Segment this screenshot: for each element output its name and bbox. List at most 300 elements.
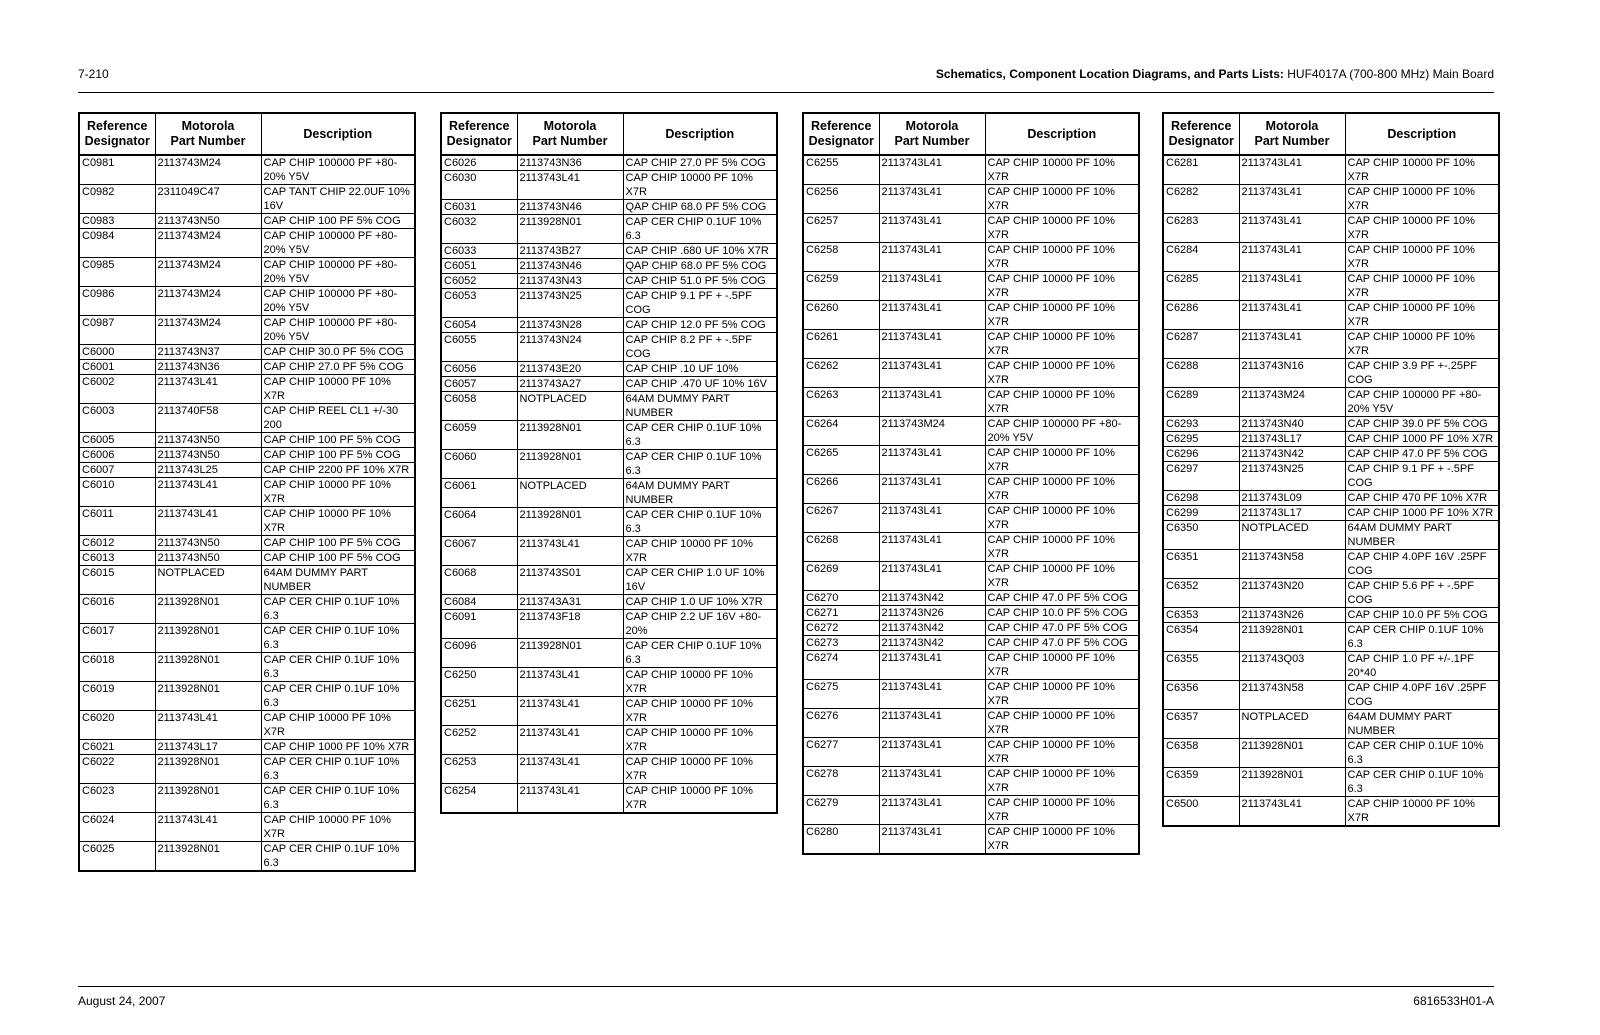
description-cell: CAP CHIP 8.2 PF + -.5PF COG <box>623 333 777 362</box>
ref-designator-cell: C6351 <box>1163 550 1239 579</box>
part-number-cell: 2113743L41 <box>879 185 985 214</box>
ref-designator-cell: C6352 <box>1163 579 1239 608</box>
part-number-cell: 2113743L41 <box>879 388 985 417</box>
table-row <box>803 155 1139 185</box>
table-row <box>441 697 777 726</box>
part-number-cell: 2113928N01 <box>155 842 261 872</box>
part-number-header-label: Motorola <box>1265 119 1319 133</box>
part-number-cell: 2113743L17 <box>1239 506 1345 521</box>
description-cell: 64AM DUMMY PART NUMBER <box>1345 710 1499 739</box>
table-row <box>79 258 415 287</box>
ref-designator-cell: C6017 <box>79 624 155 653</box>
description-cell: CAP CHIP 10000 PF 10% X7R <box>1345 214 1499 243</box>
description-cell: CAP CHIP 100000 PF +80-20% Y5V <box>261 316 415 345</box>
description-cell: CAP CHIP 4.0PF 16V .25PF COG <box>1345 681 1499 710</box>
table-row <box>1163 623 1499 652</box>
description-cell: CAP CHIP 100 PF 5% COG <box>261 214 415 229</box>
part-number-cell: 2113743N42 <box>879 636 985 651</box>
part-number-cell: 2113743L41 <box>879 272 985 301</box>
part-number-header <box>879 113 985 155</box>
ref-designator-cell: C6020 <box>79 711 155 740</box>
ref-designator-cell: C6024 <box>79 813 155 842</box>
ref-designator-cell: C6252 <box>441 726 517 755</box>
description-cell: QAP CHIP 68.0 PF 5% COG <box>623 259 777 274</box>
table-row <box>79 551 415 566</box>
part-number-cell: 2113928N01 <box>517 215 623 244</box>
description-cell: CAP CHIP 10000 PF 10% X7R <box>1345 301 1499 330</box>
ref-designator-cell: C6256 <box>803 185 879 214</box>
description-cell: CAP CHIP 10000 PF 10% X7R <box>623 668 777 697</box>
description-cell: CAP CHIP 100000 PF +80-20% Y5V <box>261 258 415 287</box>
description-cell: CAP CHIP 10000 PF 10% X7R <box>985 388 1139 417</box>
part-number-cell: 2113743N50 <box>155 536 261 551</box>
part-number-cell: 2113743L41 <box>517 668 623 697</box>
description-cell: 64AM DUMMY PART NUMBER <box>1345 521 1499 550</box>
table-row <box>79 185 415 214</box>
parts-table <box>78 112 416 872</box>
ref-designator-cell: C6288 <box>1163 359 1239 388</box>
parts-table <box>1162 112 1500 827</box>
part-number-cell: 2113743M24 <box>155 258 261 287</box>
table-row <box>79 345 415 360</box>
table-row <box>441 215 777 244</box>
ref-designator-cell: C6068 <box>441 566 517 595</box>
ref-designator-cell: C6280 <box>803 825 879 855</box>
part-number-cell: 2113928N01 <box>155 595 261 624</box>
description-cell: CAP CHIP 47.0 PF 5% COG <box>985 621 1139 636</box>
ref-designator-cell: C6353 <box>1163 608 1239 623</box>
ref-designator-cell: C6350 <box>1163 521 1239 550</box>
ref-designator-cell: C6298 <box>1163 491 1239 506</box>
part-number-cell: 2113743M24 <box>155 316 261 345</box>
ref-designator-cell: C6058 <box>441 392 517 421</box>
ref-designator-cell: C6266 <box>803 475 879 504</box>
part-number-cell: NOTPLACED <box>1239 710 1345 739</box>
table-row <box>441 421 777 450</box>
table-row <box>1163 521 1499 550</box>
description-cell: CAP CHIP 10000 PF 10% X7R <box>985 301 1139 330</box>
description-cell: CAP CHIP 27.0 PF 5% COG <box>623 155 777 171</box>
ref-designator-cell: C6010 <box>79 478 155 507</box>
description-cell: CAP CHIP 51.0 PF 5% COG <box>623 274 777 289</box>
part-number-cell: 2113743L41 <box>879 301 985 330</box>
table-row <box>441 595 777 610</box>
part-number-cell: 2113743L41 <box>517 697 623 726</box>
table-row <box>803 330 1139 359</box>
part-number-cell: 2113743N36 <box>517 155 623 171</box>
ref-designator-header-label: Reference <box>811 119 872 133</box>
page-number: 7-210 <box>78 67 109 81</box>
table-row <box>441 318 777 333</box>
ref-designator-cell: C6296 <box>1163 447 1239 462</box>
part-number-cell: 2113743N28 <box>517 318 623 333</box>
description-cell: 64AM DUMMY PART NUMBER <box>623 479 777 508</box>
part-number-cell: 2113743N20 <box>1239 579 1345 608</box>
ref-designator-cell: C6270 <box>803 591 879 606</box>
part-number-cell: 2113743M24 <box>155 229 261 258</box>
description-header <box>1345 113 1499 155</box>
ref-designator-cell: C6285 <box>1163 272 1239 301</box>
part-number-header <box>1239 113 1345 155</box>
table-row <box>441 726 777 755</box>
ref-designator-cell: C6251 <box>441 697 517 726</box>
table-header-row <box>1163 113 1499 155</box>
description-cell: CAP CHIP 4.0PF 16V .25PF COG <box>1345 550 1499 579</box>
part-number-cell: 2113743L41 <box>517 784 623 814</box>
ref-designator-cell: C6276 <box>803 709 879 738</box>
table-row <box>1163 214 1499 243</box>
ref-designator-cell: C6016 <box>79 595 155 624</box>
description-cell: CAP CHIP 470 PF 10% X7R <box>1345 491 1499 506</box>
table-row <box>79 287 415 316</box>
description-cell: CAP CHIP 100 PF 5% COG <box>261 536 415 551</box>
part-number-cell: 2113743L41 <box>879 504 985 533</box>
description-cell: CAP CHIP 10000 PF 10% X7R <box>985 738 1139 767</box>
ref-designator-cell: C6032 <box>441 215 517 244</box>
description-cell: CAP CHIP 10000 PF 10% X7R <box>985 359 1139 388</box>
description-cell: CAP CHIP 10000 PF 10% X7R <box>623 726 777 755</box>
ref-designator-cell: C6055 <box>441 333 517 362</box>
description-cell: CAP CHIP 10000 PF 10% X7R <box>1345 155 1499 185</box>
description-cell: CAP CER CHIP 0.1UF 10% 6.3 <box>261 842 415 872</box>
ref-designator-cell: C6272 <box>803 621 879 636</box>
ref-designator-cell: C6253 <box>441 755 517 784</box>
ref-designator-header-label: Designator <box>446 134 512 148</box>
part-number-cell: 2113743L41 <box>879 475 985 504</box>
description-cell: CAP CHIP 2200 PF 10% X7R <box>261 463 415 478</box>
part-number-cell: 2113743L17 <box>1239 432 1345 447</box>
ref-designator-cell: C6268 <box>803 533 879 562</box>
table-row <box>803 388 1139 417</box>
table-row <box>803 446 1139 475</box>
ref-designator-cell: C6051 <box>441 259 517 274</box>
ref-designator-cell: C6264 <box>803 417 879 446</box>
description-cell: CAP CER CHIP 0.1UF 10% 6.3 <box>623 421 777 450</box>
description-cell: CAP CHIP 10000 PF 10% X7R <box>623 171 777 200</box>
ref-designator-header-label: Reference <box>449 119 510 133</box>
ref-designator-cell: C6059 <box>441 421 517 450</box>
table-row <box>79 624 415 653</box>
ref-designator-cell: C0983 <box>79 214 155 229</box>
ref-designator-cell: C6021 <box>79 740 155 755</box>
table-row <box>1163 768 1499 797</box>
description-header-label: Description <box>1387 126 1457 141</box>
table-row <box>79 682 415 711</box>
part-number-cell: 2113743L41 <box>1239 330 1345 359</box>
table-row <box>441 377 777 392</box>
part-number-cell: 2113743L25 <box>155 463 261 478</box>
table-row <box>1163 550 1499 579</box>
part-number-cell: 2113743L41 <box>1239 272 1345 301</box>
description-cell: CAP CER CHIP 0.1UF 10% 6.3 <box>623 215 777 244</box>
ref-designator-cell: C6031 <box>441 200 517 215</box>
ref-designator-cell: C6026 <box>441 155 517 171</box>
ref-designator-cell: C6279 <box>803 796 879 825</box>
ref-designator-cell: C6357 <box>1163 710 1239 739</box>
description-cell: CAP CHIP 100000 PF +80-20% Y5V <box>261 229 415 258</box>
ref-designator-header-label: Reference <box>87 119 148 133</box>
part-number-cell: 2113743N42 <box>1239 447 1345 462</box>
part-number-cell: 2113743E20 <box>517 362 623 377</box>
part-number-cell: 2113743L41 <box>879 680 985 709</box>
table-row <box>79 214 415 229</box>
ref-designator-cell: C6056 <box>441 362 517 377</box>
part-number-cell: 2113743L41 <box>879 214 985 243</box>
part-number-cell: 2113743L41 <box>155 507 261 536</box>
part-number-cell: 2113928N01 <box>517 639 623 668</box>
table-row <box>1163 155 1499 185</box>
table-row <box>1163 447 1499 462</box>
ref-designator-header-label: Designator <box>1168 134 1234 148</box>
ref-designator-cell: C0987 <box>79 316 155 345</box>
ref-designator-cell: C0982 <box>79 185 155 214</box>
description-cell: CAP CHIP 100000 PF +80-20% Y5V <box>1345 388 1499 417</box>
ref-designator-cell: C6274 <box>803 651 879 680</box>
part-number-cell: 2113743L41 <box>517 755 623 784</box>
ref-designator-cell: C6250 <box>441 668 517 697</box>
description-cell: CAP CHIP 10000 PF 10% X7R <box>985 796 1139 825</box>
table-row <box>803 301 1139 330</box>
part-number-cell: NOTPLACED <box>1239 521 1345 550</box>
part-number-cell: NOTPLACED <box>155 566 261 595</box>
description-cell: CAP CHIP 10000 PF 10% X7R <box>261 375 415 404</box>
ref-designator-cell: C6295 <box>1163 432 1239 447</box>
part-number-cell: 2113743M24 <box>879 417 985 446</box>
description-cell: CAP CHIP 10000 PF 10% X7R <box>985 709 1139 738</box>
part-number-cell: 2113743N50 <box>155 214 261 229</box>
table-row <box>803 504 1139 533</box>
part-number-cell: 2113743L41 <box>879 651 985 680</box>
description-header <box>261 113 415 155</box>
description-cell: CAP CHIP 100 PF 5% COG <box>261 448 415 463</box>
part-number-cell: 2113743L41 <box>155 375 261 404</box>
part-number-header-label: Motorola <box>181 119 235 133</box>
ref-designator-cell: C6263 <box>803 388 879 417</box>
table-row <box>79 566 415 595</box>
description-header-label: Description <box>665 126 735 141</box>
part-number-cell: 2113743F18 <box>517 610 623 639</box>
ref-designator-cell: C6358 <box>1163 739 1239 768</box>
footer-doc-number: 6816533H01-A <box>1413 994 1494 1008</box>
ref-designator-cell: C6283 <box>1163 214 1239 243</box>
part-number-cell: 2113928N01 <box>517 508 623 537</box>
part-number-cell: 2113928N01 <box>155 784 261 813</box>
table-row <box>803 243 1139 272</box>
description-cell: CAP CER CHIP 0.1UF 10% 6.3 <box>623 450 777 479</box>
part-number-cell: 2113928N01 <box>517 450 623 479</box>
ref-designator-cell: C6287 <box>1163 330 1239 359</box>
description-cell: CAP CHIP 10000 PF 10% X7R <box>985 155 1139 185</box>
ref-designator-cell: C0985 <box>79 258 155 287</box>
ref-designator-cell: C6297 <box>1163 462 1239 491</box>
table-row <box>1163 579 1499 608</box>
table-row <box>1163 681 1499 710</box>
description-cell: CAP CER CHIP 0.1UF 10% 6.3 <box>1345 739 1499 768</box>
ref-designator-cell: C6023 <box>79 784 155 813</box>
ref-designator-cell: C6269 <box>803 562 879 591</box>
part-number-cell: 2113743N46 <box>517 200 623 215</box>
part-number-cell: NOTPLACED <box>517 392 623 421</box>
part-number-cell: 2113743L41 <box>517 726 623 755</box>
description-cell: CAP CHIP 10000 PF 10% X7R <box>985 533 1139 562</box>
table-row <box>1163 330 1499 359</box>
table-row <box>1163 797 1499 827</box>
parts-table <box>440 112 778 814</box>
part-number-cell: 2113743N42 <box>879 621 985 636</box>
table-row <box>79 229 415 258</box>
table-row <box>1163 491 1499 506</box>
part-number-cell: 2113743L41 <box>517 171 623 200</box>
table-row <box>79 433 415 448</box>
ref-designator-cell: C6011 <box>79 507 155 536</box>
ref-designator-cell: C6003 <box>79 404 155 433</box>
description-cell: CAP CHIP 10000 PF 10% X7R <box>985 825 1139 855</box>
ref-designator-cell: C6299 <box>1163 506 1239 521</box>
description-cell: CAP CHIP 10000 PF 10% X7R <box>985 185 1139 214</box>
part-number-cell: 2113743L41 <box>879 243 985 272</box>
part-number-cell: 2113743L41 <box>879 330 985 359</box>
table-row <box>803 185 1139 214</box>
part-number-cell: 2113743L17 <box>155 740 261 755</box>
part-number-header-label: Part Number <box>894 134 970 148</box>
ref-designator-cell: C6284 <box>1163 243 1239 272</box>
description-cell: CAP CHIP 10.0 PF 5% COG <box>1345 608 1499 623</box>
table-row <box>1163 301 1499 330</box>
part-number-cell: 2113743N50 <box>155 433 261 448</box>
table-row <box>803 621 1139 636</box>
table-row <box>441 610 777 639</box>
description-cell: CAP CHIP 9.1 PF + -.5PF COG <box>1345 462 1499 491</box>
part-number-cell: 2113743N26 <box>879 606 985 621</box>
ref-designator-cell: C6007 <box>79 463 155 478</box>
table-row <box>1163 272 1499 301</box>
ref-designator-cell: C0981 <box>79 155 155 185</box>
part-number-cell: 2113743N26 <box>1239 608 1345 623</box>
table-row <box>1163 462 1499 491</box>
part-number-cell: 2113743L41 <box>1239 155 1345 185</box>
description-cell: CAP CHIP 10000 PF 10% X7R <box>623 755 777 784</box>
description-cell: CAP CER CHIP 0.1UF 10% 6.3 <box>623 508 777 537</box>
description-cell: CAP CHIP 1000 PF 10% X7R <box>1345 432 1499 447</box>
ref-designator-cell: C6289 <box>1163 388 1239 417</box>
table-row <box>1163 710 1499 739</box>
table-row <box>803 680 1139 709</box>
part-number-cell: 2113743N24 <box>517 333 623 362</box>
table-row <box>441 784 777 814</box>
part-number-header-label: Part Number <box>170 134 246 148</box>
description-cell: CAP CHIP .10 UF 10% <box>623 362 777 377</box>
part-number-cell: 2311049C47 <box>155 185 261 214</box>
page-title-rest: HUF4017A (700-800 MHz) Main Board <box>1283 67 1494 81</box>
ref-designator-cell: C6282 <box>1163 185 1239 214</box>
part-number-cell: 2113743N40 <box>1239 417 1345 432</box>
part-number-cell: 2113743N16 <box>1239 359 1345 388</box>
table-row <box>79 155 415 185</box>
ref-designator-header <box>441 113 517 155</box>
description-cell: 64AM DUMMY PART NUMBER <box>623 392 777 421</box>
part-number-header-label: Motorola <box>543 119 597 133</box>
description-cell: CAP CHIP 27.0 PF 5% COG <box>261 360 415 375</box>
ref-designator-cell: C6273 <box>803 636 879 651</box>
description-cell: CAP CHIP 10000 PF 10% X7R <box>985 651 1139 680</box>
table-row <box>79 404 415 433</box>
ref-designator-cell: C6061 <box>441 479 517 508</box>
description-cell: CAP CHIP 100000 PF +80-20% Y5V <box>261 155 415 185</box>
description-cell: CAP CHIP 39.0 PF 5% COG <box>1345 417 1499 432</box>
description-cell: CAP CHIP 30.0 PF 5% COG <box>261 345 415 360</box>
ref-designator-cell: C6067 <box>441 537 517 566</box>
ref-designator-cell: C6012 <box>79 536 155 551</box>
part-number-cell: 2113743L41 <box>1239 214 1345 243</box>
ref-designator-cell: C6359 <box>1163 768 1239 797</box>
description-cell: CAP CHIP 10000 PF 10% X7R <box>985 562 1139 591</box>
part-number-cell: 2113743A31 <box>517 595 623 610</box>
table-row <box>79 316 415 345</box>
description-cell: CAP CHIP 10.0 PF 5% COG <box>985 606 1139 621</box>
ref-designator-cell: C6091 <box>441 610 517 639</box>
description-cell: CAP CHIP 9.1 PF + -.5PF COG <box>623 289 777 318</box>
description-cell: CAP CER CHIP 0.1UF 10% 6.3 <box>261 784 415 813</box>
part-number-cell: 2113743N50 <box>155 551 261 566</box>
part-number-cell: 2113743N50 <box>155 448 261 463</box>
table-row <box>1163 506 1499 521</box>
description-cell: CAP CHIP 10000 PF 10% X7R <box>985 504 1139 533</box>
ref-designator-cell: C6262 <box>803 359 879 388</box>
description-cell: CAP CHIP 1000 PF 10% X7R <box>1345 506 1499 521</box>
part-number-cell: 2113743L41 <box>155 813 261 842</box>
description-cell: CAP CHIP 10000 PF 10% X7R <box>261 813 415 842</box>
description-cell: CAP CER CHIP 1.0 UF 10% 16V <box>623 566 777 595</box>
part-number-cell: 2113743B27 <box>517 244 623 259</box>
part-number-cell: 2113743L41 <box>1239 301 1345 330</box>
part-number-cell: 2113740F58 <box>155 404 261 433</box>
description-cell: CAP CHIP 1.0 PF +/-.1PF 20*40 <box>1345 652 1499 681</box>
ref-designator-cell: C6265 <box>803 446 879 475</box>
ref-designator-cell: C6030 <box>441 171 517 200</box>
table-row <box>803 272 1139 301</box>
description-cell: CAP CHIP 10000 PF 10% X7R <box>1345 243 1499 272</box>
table-row <box>441 668 777 697</box>
ref-designator-header-label: Designator <box>808 134 874 148</box>
description-cell: CAP CHIP 1000 PF 10% X7R <box>261 740 415 755</box>
ref-designator-cell: C6019 <box>79 682 155 711</box>
part-number-cell: 2113743L41 <box>879 155 985 185</box>
table-row <box>803 709 1139 738</box>
ref-designator-cell: C6354 <box>1163 623 1239 652</box>
table-row <box>803 651 1139 680</box>
description-header-label: Description <box>1027 126 1097 141</box>
description-cell: 64AM DUMMY PART NUMBER <box>261 566 415 595</box>
table-row <box>79 478 415 507</box>
part-number-cell: 2113743N46 <box>517 259 623 274</box>
table-row <box>79 375 415 404</box>
ref-designator-cell: C6096 <box>441 639 517 668</box>
description-cell: CAP CHIP 10000 PF 10% X7R <box>985 330 1139 359</box>
description-header <box>623 113 777 155</box>
table-row <box>803 417 1139 446</box>
ref-designator-cell: C6057 <box>441 377 517 392</box>
ref-designator-cell: C0986 <box>79 287 155 316</box>
ref-designator-cell: C0984 <box>79 229 155 258</box>
table-row <box>79 463 415 478</box>
description-cell: CAP CHIP 100000 PF +80-20% Y5V <box>261 287 415 316</box>
part-number-cell: 2113743M24 <box>155 155 261 185</box>
table-row <box>79 536 415 551</box>
ref-designator-cell: C6000 <box>79 345 155 360</box>
footer-rule <box>78 986 1494 987</box>
ref-designator-cell: C6293 <box>1163 417 1239 432</box>
ref-designator-cell: C6257 <box>803 214 879 243</box>
